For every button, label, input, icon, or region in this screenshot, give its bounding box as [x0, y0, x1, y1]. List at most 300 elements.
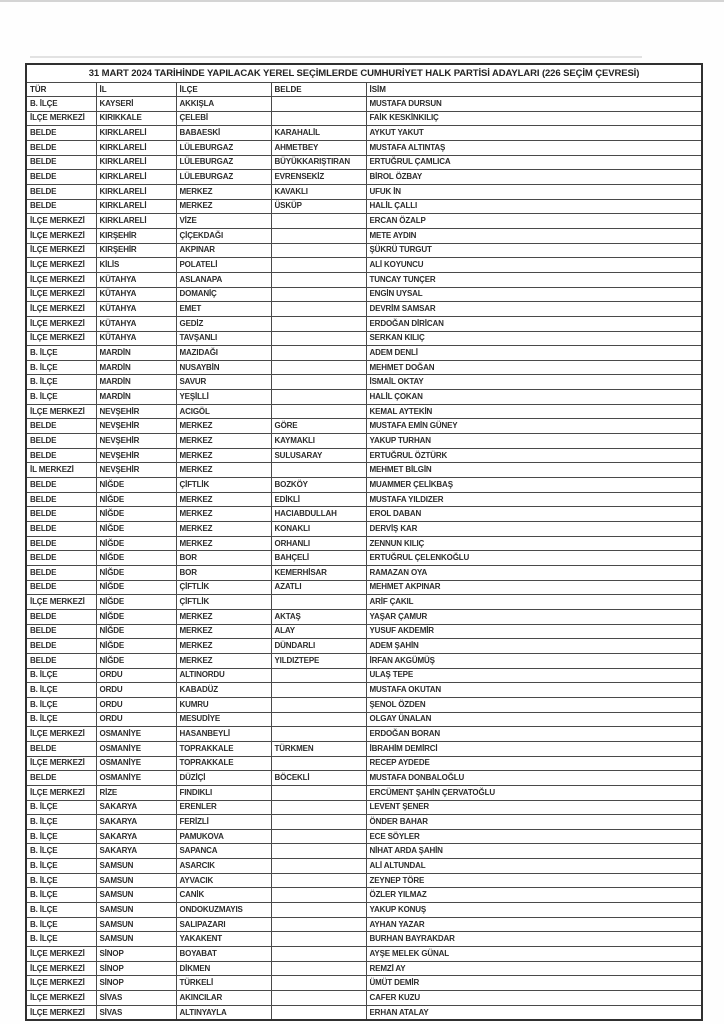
cell-ilce: FINDIKLI	[176, 785, 271, 800]
cell-belde	[271, 756, 366, 771]
cell-belde	[271, 947, 366, 962]
table-row	[26, 697, 702, 712]
cell-isim: KEMAL AYTEKİN	[366, 404, 702, 419]
cell-ilce: TOPRAKKALE	[176, 756, 271, 771]
cell-belde: AHMETBEY	[271, 140, 366, 155]
title-row	[26, 64, 702, 83]
cell-belde	[271, 404, 366, 419]
cell-ilce: AKKIŞLA	[176, 97, 271, 112]
table-row	[26, 844, 702, 859]
cell-il: OSMANİYE	[96, 756, 176, 771]
cell-belde: HACIABDULLAH	[271, 507, 366, 522]
cell-tur: BELDE	[26, 184, 96, 199]
cell-il: SAKARYA	[96, 829, 176, 844]
table-row	[26, 258, 702, 273]
cell-ilce: GEDİZ	[176, 316, 271, 331]
cell-ilce: AYVACIK	[176, 873, 271, 888]
cell-il: NİĞDE	[96, 492, 176, 507]
cell-tur: B. İLÇE	[26, 917, 96, 932]
cell-ilce: MERKEZ	[176, 507, 271, 522]
cell-il: KÜTAHYA	[96, 316, 176, 331]
table-row	[26, 463, 702, 478]
cell-ilce: NUSAYBİN	[176, 360, 271, 375]
cell-isim: ŞÜKRÜ TURGUT	[366, 243, 702, 258]
cell-ilce: ALTINYAYLA	[176, 1005, 271, 1020]
cell-belde: AKTAŞ	[271, 609, 366, 624]
cell-ilce: BABAESKİ	[176, 126, 271, 141]
table-row	[26, 346, 702, 361]
cell-il: NİĞDE	[96, 478, 176, 493]
cell-il: SAMSUN	[96, 888, 176, 903]
table-row	[26, 184, 702, 199]
cell-belde	[271, 390, 366, 405]
cell-ilce: AKPINAR	[176, 243, 271, 258]
cell-isim: AYŞE MELEK GÜNAL	[366, 947, 702, 962]
cell-belde: TÜRKMEN	[271, 741, 366, 756]
cell-belde	[271, 360, 366, 375]
cell-il: SAMSUN	[96, 917, 176, 932]
cell-il: OSMANİYE	[96, 741, 176, 756]
cell-ilce: MERKEZ	[176, 522, 271, 537]
cell-il: MARDİN	[96, 390, 176, 405]
cell-isim: MEHMET AKPINAR	[366, 580, 702, 595]
cell-ilce: DİKMEN	[176, 961, 271, 976]
cell-ilce: MERKEZ	[176, 492, 271, 507]
cell-belde: EVRENSEKİZ	[271, 170, 366, 185]
table-row	[26, 829, 702, 844]
cell-tur: İLÇE MERKEZİ	[26, 785, 96, 800]
cell-tur: İLÇE MERKEZİ	[26, 991, 96, 1006]
cell-belde	[271, 785, 366, 800]
scan-artifact-shadow-line	[30, 56, 642, 58]
table-row	[26, 961, 702, 976]
table-row	[26, 97, 702, 112]
cell-ilce: DÜZİÇİ	[176, 771, 271, 786]
cell-isim: ÖNDER BAHAR	[366, 815, 702, 830]
cell-belde	[271, 976, 366, 991]
cell-isim: ERDOĞAN DİRİCAN	[366, 316, 702, 331]
cell-belde	[271, 287, 366, 302]
cell-il: KIRKLARELİ	[96, 126, 176, 141]
cell-tur: İLÇE MERKEZİ	[26, 756, 96, 771]
cell-tur: İLÇE MERKEZİ	[26, 947, 96, 962]
cell-belde	[271, 815, 366, 830]
table-row	[26, 624, 702, 639]
cell-ilce: YEŞİLLİ	[176, 390, 271, 405]
cell-il: SİNOP	[96, 961, 176, 976]
cell-isim: ULAŞ TEPE	[366, 668, 702, 683]
cell-isim: RECEP AYDEDE	[366, 756, 702, 771]
cell-ilce: CANİK	[176, 888, 271, 903]
table-row	[26, 800, 702, 815]
cell-ilce: SAPANCA	[176, 844, 271, 859]
table-row	[26, 170, 702, 185]
cell-isim: MUSTAFA YILDIZER	[366, 492, 702, 507]
cell-ilce: KUMRU	[176, 697, 271, 712]
cell-belde: KAVAKLI	[271, 184, 366, 199]
cell-belde	[271, 829, 366, 844]
table-row	[26, 419, 702, 434]
cell-tur: BELDE	[26, 624, 96, 639]
table-row	[26, 991, 702, 1006]
table-row	[26, 522, 702, 537]
cell-il: SİVAS	[96, 1005, 176, 1020]
cell-isim: YAKUP KONUŞ	[366, 903, 702, 918]
cell-ilce: BOR	[176, 566, 271, 581]
cell-belde: YILDIZTEPE	[271, 653, 366, 668]
cell-belde	[271, 214, 366, 229]
cell-belde: EDİKLİ	[271, 492, 366, 507]
cell-belde: GÖRE	[271, 419, 366, 434]
cell-ilce: MERKEZ	[176, 639, 271, 654]
cell-isim: DERVİŞ KAR	[366, 522, 702, 537]
cell-il: KIRKLARELİ	[96, 140, 176, 155]
table-title: 31 MART 2024 TARİHİNDE YAPILACAK YEREL SEÇİMLERDE CUMHURİYET HALK PARTİSİ ADAYLARI (226 SEÇİM ÇEVRESİ)	[26, 64, 702, 83]
cell-belde: ÜSKÜP	[271, 199, 366, 214]
cell-isim: ZENNUN KILIÇ	[366, 536, 702, 551]
cell-isim: LEVENT ŞENER	[366, 800, 702, 815]
cell-il: ORDU	[96, 683, 176, 698]
cell-isim: MEHMET BİLGİN	[366, 463, 702, 478]
cell-il: SAMSUN	[96, 903, 176, 918]
table-row	[26, 360, 702, 375]
cell-ilce: ONDOKUZMAYIS	[176, 903, 271, 918]
cell-belde	[271, 888, 366, 903]
cell-ilce: EMET	[176, 302, 271, 317]
cell-tur: BELDE	[26, 126, 96, 141]
table-row	[26, 316, 702, 331]
cell-isim: YAKUP TURHAN	[366, 434, 702, 449]
cell-tur: B. İLÇE	[26, 97, 96, 112]
cell-isim: SERKAN KILIÇ	[366, 331, 702, 346]
cell-tur: İLÇE MERKEZİ	[26, 258, 96, 273]
cell-il: RİZE	[96, 785, 176, 800]
cell-tur: BELDE	[26, 199, 96, 214]
cell-ilce: ERENLER	[176, 800, 271, 815]
cell-isim: BİROL ÖZBAY	[366, 170, 702, 185]
col-header-isim: İSİM	[366, 83, 702, 97]
cell-tur: BELDE	[26, 771, 96, 786]
cell-belde: BÜYÜKKARIŞTIRAN	[271, 155, 366, 170]
cell-isim: METE AYDIN	[366, 228, 702, 243]
cell-ilce: ÇİÇEKDAĞI	[176, 228, 271, 243]
table-row	[26, 111, 702, 126]
table-row	[26, 712, 702, 727]
table-body	[26, 97, 702, 1021]
cell-tur: İLÇE MERKEZİ	[26, 404, 96, 419]
table-row	[26, 404, 702, 419]
table-row	[26, 771, 702, 786]
cell-belde	[271, 228, 366, 243]
cell-ilce: BOYABAT	[176, 947, 271, 962]
col-header-ilce: İLÇE	[176, 83, 271, 97]
cell-isim: İRFAN AKGÜMÜŞ	[366, 653, 702, 668]
cell-ilce: VİZE	[176, 214, 271, 229]
cell-belde	[271, 991, 366, 1006]
cell-tur: BELDE	[26, 580, 96, 595]
cell-tur: BELDE	[26, 419, 96, 434]
table-row	[26, 639, 702, 654]
cell-isim: ENGİN UYSAL	[366, 287, 702, 302]
cell-il: SAMSUN	[96, 873, 176, 888]
col-header-il: İL	[96, 83, 176, 97]
cell-isim: ÜMÜT DEMİR	[366, 976, 702, 991]
table-row	[26, 609, 702, 624]
table-row	[26, 873, 702, 888]
cell-isim: MUSTAFA OKUTAN	[366, 683, 702, 698]
cell-il: OSMANİYE	[96, 727, 176, 742]
cell-tur: BELDE	[26, 170, 96, 185]
cell-il: SAKARYA	[96, 844, 176, 859]
cell-tur: B. İLÇE	[26, 712, 96, 727]
cell-il: NİĞDE	[96, 507, 176, 522]
table-row	[26, 727, 702, 742]
cell-belde: KAYMAKLI	[271, 434, 366, 449]
cell-belde	[271, 932, 366, 947]
cell-isim: MEHMET DOĞAN	[366, 360, 702, 375]
cell-ilce: PAMUKOVA	[176, 829, 271, 844]
cell-il: ORDU	[96, 668, 176, 683]
cell-tur: B. İLÇE	[26, 888, 96, 903]
table-row	[26, 375, 702, 390]
cell-tur: B. İLÇE	[26, 829, 96, 844]
cell-ilce: BOR	[176, 551, 271, 566]
cell-il: NİĞDE	[96, 536, 176, 551]
cell-tur: BELDE	[26, 448, 96, 463]
cell-isim: ERTUĞRUL ÇAMLICA	[366, 155, 702, 170]
cell-ilce: MERKEZ	[176, 434, 271, 449]
cell-isim: TUNCAY TUNÇER	[366, 272, 702, 287]
cell-tur: BELDE	[26, 140, 96, 155]
table-row	[26, 566, 702, 581]
cell-tur: İLÇE MERKEZİ	[26, 595, 96, 610]
cell-tur: İLÇE MERKEZİ	[26, 316, 96, 331]
cell-belde: ORHANLI	[271, 536, 366, 551]
cell-tur: BELDE	[26, 639, 96, 654]
cell-il: KİLİS	[96, 258, 176, 273]
cell-tur: BELDE	[26, 653, 96, 668]
cell-il: KÜTAHYA	[96, 287, 176, 302]
cell-il: NİĞDE	[96, 522, 176, 537]
cell-il: NEVŞEHİR	[96, 463, 176, 478]
cell-il: NİĞDE	[96, 624, 176, 639]
cell-belde	[271, 873, 366, 888]
table-row	[26, 551, 702, 566]
cell-il: NİĞDE	[96, 551, 176, 566]
header-row	[26, 83, 702, 97]
cell-tur: BELDE	[26, 536, 96, 551]
cell-tur: İLÇE MERKEZİ	[26, 302, 96, 317]
table-row	[26, 331, 702, 346]
cell-isim: YAŞAR ÇAMUR	[366, 609, 702, 624]
cell-tur: B. İLÇE	[26, 800, 96, 815]
table-row	[26, 287, 702, 302]
cell-tur: BELDE	[26, 741, 96, 756]
cell-isim: HALİL ÇOKAN	[366, 390, 702, 405]
cell-isim: EROL DABAN	[366, 507, 702, 522]
cell-belde	[271, 727, 366, 742]
cell-ilce: KABADÜZ	[176, 683, 271, 698]
cell-ilce: LÜLEBURGAZ	[176, 170, 271, 185]
table-row	[26, 140, 702, 155]
cell-isim: BURHAN BAYRAKDAR	[366, 932, 702, 947]
cell-belde	[271, 258, 366, 273]
cell-isim: ŞENOL ÖZDEN	[366, 697, 702, 712]
cell-belde	[271, 903, 366, 918]
cell-ilce: MERKEZ	[176, 653, 271, 668]
table-row	[26, 228, 702, 243]
cell-ilce: LÜLEBURGAZ	[176, 140, 271, 155]
cell-tur: BELDE	[26, 434, 96, 449]
cell-belde	[271, 272, 366, 287]
cell-tur: BELDE	[26, 507, 96, 522]
cell-tur: B. İLÇE	[26, 360, 96, 375]
cell-ilce: MERKEZ	[176, 624, 271, 639]
cell-ilce: SAVUR	[176, 375, 271, 390]
cell-belde: BAHÇELİ	[271, 551, 366, 566]
cell-isim: İBRAHİM DEMİRCİ	[366, 741, 702, 756]
cell-belde: KARAHALİL	[271, 126, 366, 141]
cell-isim: RAMAZAN OYA	[366, 566, 702, 581]
cell-tur: BELDE	[26, 492, 96, 507]
cell-ilce: MERKEZ	[176, 184, 271, 199]
cell-il: NİĞDE	[96, 566, 176, 581]
cell-isim: AYKUT YAKUT	[366, 126, 702, 141]
cell-il: SİVAS	[96, 991, 176, 1006]
table-row	[26, 492, 702, 507]
cell-isim: ERHAN ATALAY	[366, 1005, 702, 1020]
table-row	[26, 214, 702, 229]
cell-isim: OLGAY ÜNALAN	[366, 712, 702, 727]
table-row	[26, 272, 702, 287]
cell-ilce: ÇELEBİ	[176, 111, 271, 126]
cell-il: KIRKLARELİ	[96, 184, 176, 199]
table-row	[26, 785, 702, 800]
cell-il: NİĞDE	[96, 653, 176, 668]
cell-ilce: ÇİFTLİK	[176, 478, 271, 493]
cell-belde: ALAY	[271, 624, 366, 639]
cell-belde	[271, 844, 366, 859]
cell-ilce: ÇİFTLİK	[176, 595, 271, 610]
table-row	[26, 302, 702, 317]
cell-ilce: MERKEZ	[176, 199, 271, 214]
table-row	[26, 947, 702, 962]
cell-isim: ALİ KOYUNCU	[366, 258, 702, 273]
cell-il: KIRIKKALE	[96, 111, 176, 126]
cell-ilce: POLATELİ	[176, 258, 271, 273]
cell-il: KÜTAHYA	[96, 302, 176, 317]
table-row	[26, 815, 702, 830]
table-row	[26, 903, 702, 918]
cell-tur: İLÇE MERKEZİ	[26, 961, 96, 976]
cell-ilce: MERKEZ	[176, 419, 271, 434]
cell-ilce: ACIGÖL	[176, 404, 271, 419]
cell-tur: BELDE	[26, 522, 96, 537]
cell-il: SAKARYA	[96, 815, 176, 830]
cell-il: KAYSERİ	[96, 97, 176, 112]
cell-tur: B. İLÇE	[26, 375, 96, 390]
cell-belde: DÜNDARLI	[271, 639, 366, 654]
cell-isim: ÖZLER YILMAZ	[366, 888, 702, 903]
cell-ilce: MERKEZ	[176, 536, 271, 551]
cell-tur: İLÇE MERKEZİ	[26, 272, 96, 287]
cell-belde	[271, 346, 366, 361]
cell-isim: REMZİ AY	[366, 961, 702, 976]
cell-belde	[271, 463, 366, 478]
cell-isim: MUAMMER ÇELİKBAŞ	[366, 478, 702, 493]
cell-isim: ADEM DENLİ	[366, 346, 702, 361]
cell-il: NİĞDE	[96, 609, 176, 624]
cell-ilce: SALIPAZARI	[176, 917, 271, 932]
cell-isim: ERCÜMENT ŞAHİN ÇERVATOĞLU	[366, 785, 702, 800]
cell-il: NEVŞEHİR	[96, 448, 176, 463]
cell-belde: BÖCEKLİ	[271, 771, 366, 786]
cell-isim: DEVRİM SAMSAR	[366, 302, 702, 317]
cell-il: NİĞDE	[96, 595, 176, 610]
cell-belde	[271, 697, 366, 712]
cell-tur: İLÇE MERKEZİ	[26, 1005, 96, 1020]
table-row	[26, 434, 702, 449]
cell-belde	[271, 712, 366, 727]
cell-belde	[271, 111, 366, 126]
cell-ilce: MERKEZ	[176, 448, 271, 463]
table-row	[26, 741, 702, 756]
cell-tur: İLÇE MERKEZİ	[26, 727, 96, 742]
cell-isim: FAİK KESKİNKILIÇ	[366, 111, 702, 126]
table-row	[26, 126, 702, 141]
cell-isim: ARİF ÇAKIL	[366, 595, 702, 610]
cell-isim: ECE SÖYLER	[366, 829, 702, 844]
cell-tur: B. İLÇE	[26, 683, 96, 698]
table-row	[26, 595, 702, 610]
cell-il: NEVŞEHİR	[96, 419, 176, 434]
cell-il: ORDU	[96, 712, 176, 727]
cell-tur: B. İLÇE	[26, 932, 96, 947]
cell-ilce: MERKEZ	[176, 609, 271, 624]
cell-il: KÜTAHYA	[96, 331, 176, 346]
cell-tur: İLÇE MERKEZİ	[26, 243, 96, 258]
table-row	[26, 478, 702, 493]
cell-isim: YUSUF AKDEMİR	[366, 624, 702, 639]
cell-tur: İL MERKEZİ	[26, 463, 96, 478]
cell-isim: CAFER KUZU	[366, 991, 702, 1006]
cell-belde	[271, 331, 366, 346]
cell-belde: KEMERHİSAR	[271, 566, 366, 581]
cell-il: SİNOP	[96, 947, 176, 962]
cell-ilce: YAKAKENT	[176, 932, 271, 947]
cell-isim: ERCAN ÖZALP	[366, 214, 702, 229]
cell-belde	[271, 97, 366, 112]
cell-isim: MUSTAFA ALTINTAŞ	[366, 140, 702, 155]
table-row	[26, 859, 702, 874]
cell-tur: B. İLÇE	[26, 390, 96, 405]
cell-il: NİĞDE	[96, 580, 176, 595]
cell-belde: SULUSARAY	[271, 448, 366, 463]
cell-il: KIRŞEHİR	[96, 228, 176, 243]
cell-il: SAKARYA	[96, 800, 176, 815]
cell-il: OSMANİYE	[96, 771, 176, 786]
cell-tur: B. İLÇE	[26, 815, 96, 830]
cell-belde	[271, 961, 366, 976]
cell-tur: B. İLÇE	[26, 346, 96, 361]
cell-il: SAMSUN	[96, 932, 176, 947]
cell-tur: İLÇE MERKEZİ	[26, 331, 96, 346]
cell-belde: BOZKÖY	[271, 478, 366, 493]
cell-il: KIRŞEHİR	[96, 243, 176, 258]
cell-il: SAMSUN	[96, 859, 176, 874]
cell-ilce: FERİZLİ	[176, 815, 271, 830]
cell-belde	[271, 683, 366, 698]
